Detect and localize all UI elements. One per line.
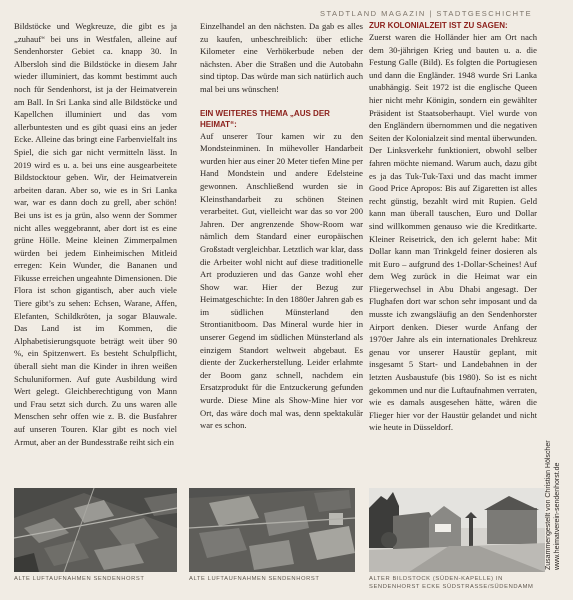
magazine-header bbox=[320, 0, 560, 22]
photo-caption-2: ALTE LUFTAUFNAHMEN SENDENHORST bbox=[189, 576, 320, 582]
street-shrine-photo bbox=[369, 488, 545, 572]
aerial-photo-1 bbox=[14, 488, 177, 572]
article-column-2 bbox=[200, 20, 363, 432]
photo-caption-3: ALTER BILDSTOCK (SÜDEN-KAPELLE) IN SENDENHORST ECKE SÜDSTRASSE/SÜDENDAMM bbox=[369, 576, 534, 590]
column-2-text-2: Auf unserer Tour kamen wir zu den Mondsteinminen. In mühevoller Handarbeit wurden hier aus einer 20 Meter tiefen Mine per Hand Mondstein und andere Edelsteine gewonnen. Anschließend wurden sie in Kleinsthandarbeit zu schönen Steinen verarbeitet. Gut, vielleicht war das so vor 200 Jahren. Der angrenzende Show-Room war nämlich dem Standard einer europäischen Großstadt vergleichbar. Letztlich war klar, dass die Arbeiter wohl nicht auf diese traditionelle Art produzieren und das Ganze wohl eher Show war. Hier der Bezug zur Heimatgeschichte: In den 1880er Jahren gab es im südlichen Münsterland den Strontianitboom. Das Mineral wurde hier in unserer Gegend im südlichen Münsterland als einzigem Standort weltweit abgebaut. Es diente der Zuckerherstellung. Leider erlahmte der Boom ganz schnell, nachdem ein Ersatzprodukt für die Entzuckerung gefunden wurde. Diese Mine als Show-Mine hier vor Ort, das wäre doch mal was, denn spektakulär war es schon. bbox=[200, 130, 363, 431]
subheading-heimat: EIN WEITERES THEMA „AUS DER HEIMAT“: bbox=[200, 108, 330, 129]
column-1-text: Bildstöcke und Wegkreuze, die gibt es ja „zuhauf“ bei uns in Westfalen, alleine auf Sendenhorster Gebiet ca. knapp 30. In Albersloh sind die Bildstöcke in diesem Jahr wieder illuminiert, das kommt bestimmt auch noch für Sendenhorst, ist ja der Heimatverein am Ball. In Sri Lanka sind alle Bildstöcke und Kapellchen illuminiert und das vom allerbuntesten und es gibt quasi eins an jeder Ecke. Alleine das bringt eine Farbenvielfalt ins Spiel, die sich gar nicht vermitteln lässt. In 2019 wird es u. a. bei uns eine ausgearbeitete Bildstocktour geben. Wir, der Heimatverein arbeiten daran. Aber so, wie es in Sri Lanka war, war es dann doch zu grell, aber schön! Bei uns ist es ja grün, also wenn der Sommer nicht alles weggebrannt, aber dort ist es eine grüne Hölle. Meine kleinen Zimmerpalmen würden bei jedem Einheimischen Mitleid erregen: Kein Wunder, die Bananen und Fikusse erreichen ungeahnte Dimensionen. Die Flora ist schon gigantisch, aber auch viele Tiere gibt’s zu sehen: Echsen, Warane, Affen, Elefanten, Schildkröten, ja sogar Blauwale. Das Land ist im Kommen, die Alphabetisierungsquote beträgt weit über 90 %, ein Spitzenwert. Es besteht Schulpflicht, überall sieht man die Kinder in ihren weißen Schuluniformen. Auf gute Ausbildung wird Wert gelegt. Gleichberechtigung von Mann und Frau setzt sich durch. Zu uns waren alle Menschen sehr offen wie z. B. die Busfahrer auf unseren Touren. Klar gibt es noch viel Armut, aber an der Bundesstraße reiht sich ein bbox=[14, 21, 177, 447]
author-credit bbox=[544, 330, 561, 570]
author-line: Zusammengestellt von Christian Hölscher bbox=[545, 440, 552, 570]
header-text: STADTLAND MAGAZIN | STADTGESCHICHTE bbox=[320, 9, 533, 18]
column-2-text-1: Einzelhandel an den nächsten. Da gab es alles zu kaufen, unbeschreiblich: über etliche Kilometer eine Verhökerbude neben der nächsten. Aber die Straßen und die Autobahn sind tiptop. Das würde man sich natürlich auch mal bei uns wünschen! bbox=[200, 21, 363, 94]
article-column-3 bbox=[369, 20, 537, 434]
column-3-text: Zuerst waren die Holländer hier am Ort nach dem 30-jährigen Krieg und bauten u. a. die Festung Galle (Bild). Es folgten die Portugiesen und dann die Engländer. 1948 wurde Sri Lanka unabhängig. Seit 1972 ist die englische Queen hier nicht mehr Königin, sondern ein gewählter Präsident ist Staatsoberhaupt. Viel wurde von den Engländern übernommen und die negativen Seiten der Kolonialzeit sind mental überwunden. Der Linksverkehr funktioniert, obwohl selber fahren möchte niemand. Warum auch, dazu gibt es ja das Tuk-Tuk-Taxi und das macht immer Good Price Apropos: Bis auf Zigaretten ist alles recht günstig, bezahlt wird mit Rupien. Geld kann man überall tauschen, Euro und Dollar sind willkommen genauso wie die Kreditkarte. Kleiner Reisetrick, den ich gelernt habe: Mit Dollar kann man Trinkgeld feiner dosieren als mit Euro – aufgrund des 1-Dollar-Scheines! Auf dem Weg zurück in die Heimat war ein Fliegerwechsel in Abu Dhabi angesagt. Der Flughafen dort war schon sehr imposant und da musste ich zwangsläufig an den Sendenhorster Airport denken. Dieser wurde Anfang der 1970er Jahre als ein internationales Drehkreuz genau vor unserer Haustür geplant, mit insgesamt 5 Start- und Landebahnen in der letzten Ausbaustufe (bis 1980). So ist es nicht gekommen und nur die Luftaufnahmen verraten, wie es damals ausgesehen hätte, wären die Flieger hier vor der Haustür gelandet und nicht wie heute in Düsseldorf. bbox=[369, 32, 538, 433]
website-line: www.heimatverein-sendenhorst.de bbox=[554, 462, 561, 570]
aerial-photo-2 bbox=[189, 488, 355, 572]
photo-caption-1: ALTE LUFTAUFNAHMEN SENDENHORST bbox=[14, 576, 145, 582]
subheading-kolonialzeit: ZUR KOLONIALZEIT IST ZU SAGEN: bbox=[369, 21, 508, 30]
article-column-1 bbox=[14, 20, 177, 448]
